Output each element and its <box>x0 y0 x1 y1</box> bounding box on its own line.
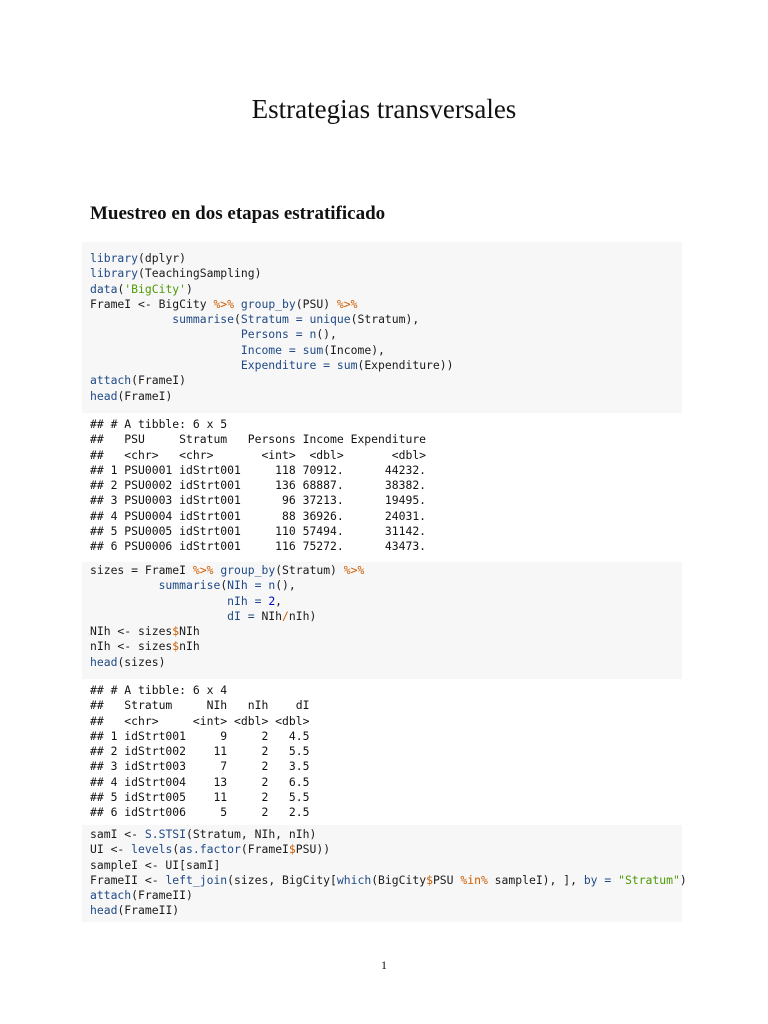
code-token: NIh <box>254 608 283 623</box>
code-token <box>90 327 241 341</box>
code-line <box>90 624 682 639</box>
code-token <box>234 297 241 311</box>
output-line: ## 4 idStrt004 13 2 6.5 <box>90 774 310 789</box>
code-token: $ <box>172 639 180 654</box>
code-token: 'BigCity' <box>124 281 187 296</box>
code-token: ( <box>172 842 180 857</box>
code-token: unique <box>309 312 351 327</box>
code-token: ( <box>234 312 241 327</box>
code-token: group_by <box>240 296 296 311</box>
code-line <box>90 282 682 297</box>
code-line <box>90 842 682 857</box>
code-token: sum <box>336 358 358 373</box>
code-line <box>90 563 682 578</box>
output-line: ## <chr> <chr> <int> <dbl> <dbl> <box>90 447 427 462</box>
code-token: n <box>309 327 317 342</box>
code-token: %in% <box>460 872 488 887</box>
code-token: library <box>90 266 139 281</box>
code-token: (Stratum, NIh, nIh) <box>186 827 317 841</box>
code-token: , <box>275 593 283 608</box>
code-token: $ <box>172 624 180 639</box>
code-token <box>330 358 337 372</box>
code-token: by = <box>583 872 612 887</box>
code-line <box>90 609 682 624</box>
section-heading: Muestreo en dos etapas estratificado <box>90 203 386 224</box>
code-token: sampleI <- UI[samI] <box>90 857 221 872</box>
code-token: group_by <box>220 563 276 577</box>
code-line <box>90 655 682 670</box>
code-line <box>90 373 682 388</box>
code-token: "Stratum" <box>618 872 680 887</box>
code-token: nIh <- sizes <box>90 639 173 654</box>
code-token: UI <- <box>90 842 132 857</box>
output-line: ## # A tibble: 6 x 5 <box>90 417 228 431</box>
code-line <box>90 297 682 312</box>
code-line <box>90 312 682 327</box>
code-token: head <box>90 903 118 918</box>
output-line: ## 1 PSU0001 idStrt001 118 70912. 44232. <box>90 462 427 477</box>
code-token: summarise <box>158 578 221 593</box>
output-line: ## # A tibble: 6 x 4 <box>90 683 228 697</box>
code-token: $ <box>426 872 433 887</box>
output-line: ## <chr> <int> <dbl> <dbl> <box>90 713 310 728</box>
code-token <box>90 609 227 623</box>
code-line <box>90 327 682 342</box>
code-token: (FrameI <box>240 842 289 857</box>
code-token: n <box>268 578 276 593</box>
page-number: 1 <box>381 958 387 972</box>
output-line: ## 5 idStrt005 11 2 5.5 <box>90 790 310 805</box>
output-line: ## 5 PSU0005 idStrt001 110 57494. 31142. <box>90 524 427 539</box>
code-token: $ <box>288 842 296 857</box>
code-token: samI <- <box>90 827 145 841</box>
code-token: which <box>336 872 372 887</box>
code-token: ( <box>220 578 228 593</box>
code-token: ) <box>186 281 193 296</box>
code-token <box>90 594 227 608</box>
code-token: (Income), <box>323 342 385 357</box>
output-line: ## 2 idStrt002 11 2 5.5 <box>90 744 310 759</box>
code-token: %>% <box>343 563 365 577</box>
output-line: ## Stratum NIh nIh dI <box>90 698 310 713</box>
code-token: nIh) <box>288 608 317 623</box>
code-line <box>90 266 682 281</box>
code-token: (FrameI) <box>117 388 173 403</box>
code-token: data <box>90 281 118 296</box>
code-token: (), <box>275 578 296 593</box>
code-token: (), <box>316 327 337 342</box>
code-token: / <box>282 608 289 623</box>
output-block-framei-tibble <box>82 417 682 555</box>
code-token: summarise <box>172 312 235 327</box>
code-token: nIh <box>179 639 200 654</box>
code-token: PSU)) <box>295 842 331 857</box>
code-line <box>90 251 682 266</box>
code-line <box>90 858 682 873</box>
code-token <box>90 312 172 326</box>
code-token: FrameII <- <box>90 872 166 887</box>
code-token: (Stratum) <box>275 563 344 577</box>
code-block-sample-selection[interactable] <box>82 825 687 922</box>
code-token: Stratum = <box>240 312 303 327</box>
code-token: Expenditure = <box>240 358 331 373</box>
output-line: ## 6 PSU0006 idStrt001 116 75272. 43473. <box>90 539 427 554</box>
code-token: 2 <box>268 593 276 608</box>
code-token <box>90 578 159 592</box>
code-line <box>90 903 682 918</box>
code-token: head <box>90 654 118 669</box>
code-line <box>90 343 682 358</box>
code-token: (dplyr) <box>138 251 187 265</box>
code-token: ) <box>679 872 687 887</box>
code-token <box>90 358 241 372</box>
code-line <box>90 358 682 373</box>
code-token: PSU <box>432 872 461 887</box>
code-token: (FrameII) <box>131 888 193 903</box>
output-line: ## 1 idStrt001 9 2 4.5 <box>90 728 310 743</box>
code-token: (sizes, BigCity[ <box>227 872 337 887</box>
code-block-load-data[interactable] <box>82 242 682 413</box>
code-line <box>90 578 682 593</box>
code-token: NIh <box>179 624 200 639</box>
code-token: (BigCity <box>371 872 427 887</box>
code-line <box>90 639 682 654</box>
code-token: attach <box>90 888 132 903</box>
code-token: (Stratum), <box>350 312 420 327</box>
code-token: as.factor <box>179 842 241 857</box>
code-line <box>90 872 687 888</box>
code-token: (Expenditure)) <box>357 358 454 373</box>
code-token: NIh <- sizes <box>90 624 173 639</box>
document-title: Estrategias transversales <box>251 94 517 124</box>
code-token: (sizes) <box>117 654 166 669</box>
code-token: attach <box>90 373 132 388</box>
code-token: dI = <box>227 608 255 623</box>
output-line: ## 3 PSU0003 idStrt001 96 37213. 19495. <box>90 493 427 508</box>
code-token: %>% <box>336 296 358 311</box>
code-token: NIh = <box>227 578 262 593</box>
code-token: head <box>90 388 118 403</box>
code-line <box>90 888 682 903</box>
code-token: Income = <box>240 342 296 357</box>
code-line <box>90 594 682 609</box>
code-block-sizes[interactable] <box>82 562 682 679</box>
code-token: %>% <box>213 296 235 311</box>
output-line: ## PSU Stratum Persons Income Expenditure <box>90 432 427 447</box>
code-token: Persons = <box>240 327 303 342</box>
code-token: %>% <box>192 563 214 577</box>
code-token: sum <box>302 342 324 357</box>
code-token: (FrameI) <box>131 373 187 388</box>
code-line <box>90 827 682 842</box>
code-token: sampleI), ], <box>487 872 584 887</box>
code-token: (FrameII) <box>117 903 180 918</box>
code-token <box>90 343 241 357</box>
output-line: ## 6 idStrt006 5 2 2.5 <box>90 805 310 820</box>
code-token: (PSU) <box>295 296 337 311</box>
output-line: ## 3 idStrt003 7 2 3.5 <box>90 759 310 774</box>
code-token: sizes = FrameI <box>90 563 193 577</box>
code-line <box>90 389 682 404</box>
code-token: S.STSI <box>144 827 187 841</box>
output-block-sizes-tibble <box>82 683 682 821</box>
code-token: FrameI <- BigCity <box>90 296 214 311</box>
code-token: library <box>90 251 139 265</box>
output-line: ## 2 PSU0002 idStrt001 136 68887. 38382. <box>90 478 427 493</box>
code-token: left_join <box>165 872 228 887</box>
code-token: levels <box>131 842 173 857</box>
output-line: ## 4 PSU0004 idStrt001 88 36926. 24031. <box>90 508 427 523</box>
code-token: ( <box>117 281 125 296</box>
code-token: (TeachingSampling) <box>138 266 262 281</box>
code-token: nIh = <box>227 593 262 608</box>
code-token <box>296 343 303 357</box>
